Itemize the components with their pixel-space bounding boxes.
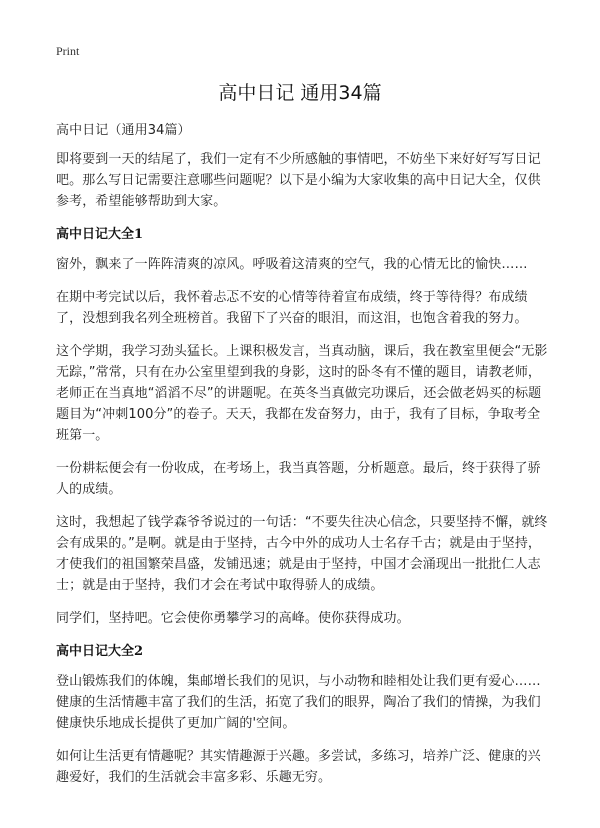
section-heading: 高中日记大全1 xyxy=(56,227,144,242)
print-link[interactable]: Print xyxy=(56,44,80,58)
section-heading: 高中日记大全2 xyxy=(56,644,144,659)
intro-paragraph: 即将要到一天的结尾了，我们一定有不少所感触的事情吧，不妨坐下来好好写写日记吧。那么写日记需要注意哪些问题呢？以下是小编为大家收集的高中日记大全，仅供参考，希望能够帮助到大家。 xyxy=(56,152,541,209)
document-body xyxy=(56,120,552,800)
paragraph: 这时，我想起了钱学森爷爷说过的一句话：“不要失往决心信念，只要坚持不懈，就终会有成果的。”是啊。就是由于坚持，古今中外的成功人士名存千古；就是由于坚持，才使我们的祖国繁荣昌盛，发铺迅速；就是由于坚持，中国才会涌现出一批批仁人志士；就是由于坚持，我们才会在考试中取得骄人的成绩。 xyxy=(56,515,548,593)
paragraph: 如何让生活更有情趣呢？其实情趣源于兴趣。多尝试，多练习，培养广泛、健康的兴趣爱好，我们的生活就会丰富多彩、乐趣无穷。 xyxy=(56,749,541,785)
paragraph: 窗外，飘来了一阵阵清爽的凉风。呼吸着这清爽的空气，我的心情无比的愉快…… xyxy=(56,257,528,272)
paragraph: 在期中考完试以后，我怀着忐忑不安的心情等待着宣布成绩，终于等待得？布成绩了，没想到我名列全班榜首。我留下了兴奋的眼泪，而这泪，也饱含着我的努力。 xyxy=(56,290,528,326)
paragraph: 这个学期，我学习劲头猛长。上课积极发言，当真动脑，课后，我在教室里便会“无影无踪，”常常，只有在办公室里望到我的身影，这时的卧冬有不懂的题目，请教老师，老师正在当真地“滔滔不尽”的讲题呢。在英冬当真做完功课后，还会做老妈买的标题题目为“冲刺100分”的卷子。天天，我都在发奋努力，由于，我有了目标，争取考全班第一。 xyxy=(56,344,548,443)
document-title: 高中日记 通用34篇 xyxy=(218,82,382,104)
paragraph: 同学们，坚持吧。它会使你勇攀学习的高峰。使你获得成功。 xyxy=(56,611,410,626)
document-subtitle: 高中日记（通用34篇） xyxy=(56,123,191,138)
paragraph: 登山锻炼我们的体魄，集邮增长我们的见识，与小动物和睦相处让我们更有爱心……健康的生活情趣丰富了我们的生活，拓宽了我们的眼界，陶冶了我们的情操，为我们健康快乐地成长提供了更加广阔的'空间。 xyxy=(56,674,541,731)
paragraph: 一份耕耘便会有一份收成，在考场上，我当真答题，分析题意。最后，终于获得了骄人的成绩。 xyxy=(56,461,541,497)
